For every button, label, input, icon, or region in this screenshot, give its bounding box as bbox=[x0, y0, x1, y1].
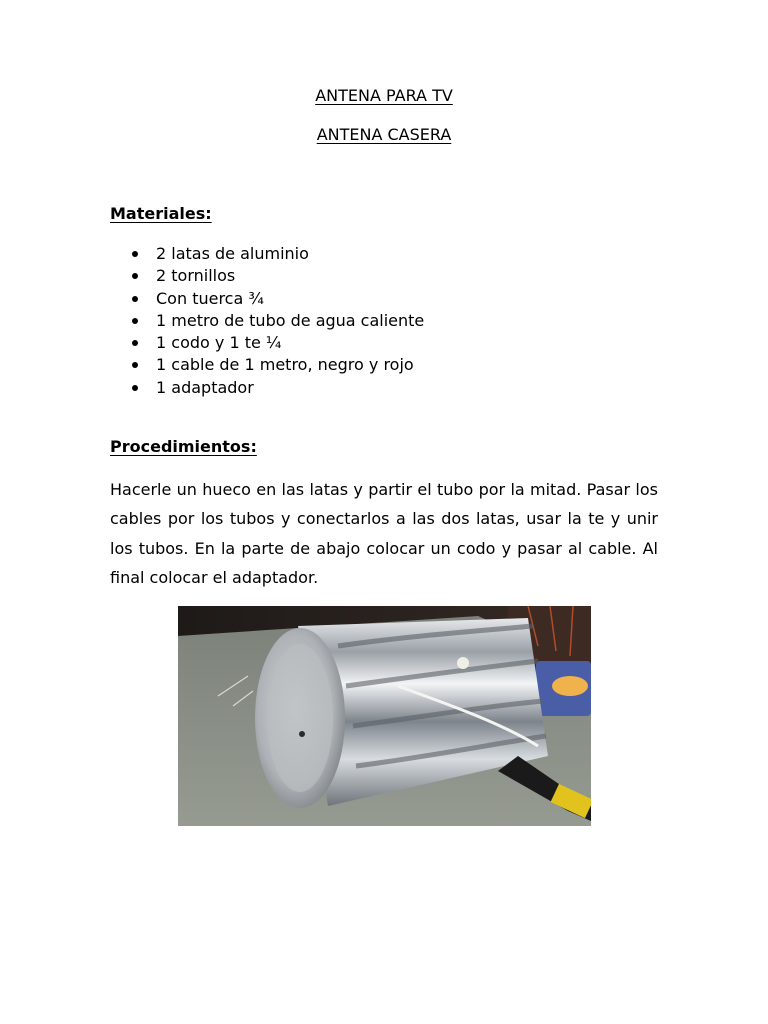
procedure-paragraph: Hacerle un hueco en las latas y partir el tubo por la mitad. Pasar los cables por los tubos y conectarlos a las dos latas, usar la te y unir los tubos. En la parte de abajo colocar un codo y pasar al cable. Al final colocar el adaptador. bbox=[110, 480, 658, 588]
list-item: 1 cable de 1 metro, negro y rojo bbox=[110, 354, 424, 376]
materials-heading: Materiales: bbox=[110, 204, 212, 223]
antenna-photo bbox=[178, 606, 591, 826]
list-item: 2 latas de aluminio bbox=[110, 243, 424, 265]
document-title: ANTENA PARA TV bbox=[315, 86, 453, 105]
can-antenna-image bbox=[178, 606, 591, 826]
list-item: 1 metro de tubo de agua caliente bbox=[110, 310, 424, 332]
list-item: 2 tornillos bbox=[110, 265, 424, 287]
materials-list bbox=[110, 243, 424, 399]
list-item: 1 adaptador bbox=[110, 377, 424, 399]
document-subtitle: ANTENA CASERA bbox=[316, 125, 452, 144]
procedure-heading: Procedimientos: bbox=[110, 437, 257, 456]
list-item: Con tuerca ¾ bbox=[110, 288, 424, 310]
list-item: 1 codo y 1 te ¼ bbox=[110, 332, 424, 354]
